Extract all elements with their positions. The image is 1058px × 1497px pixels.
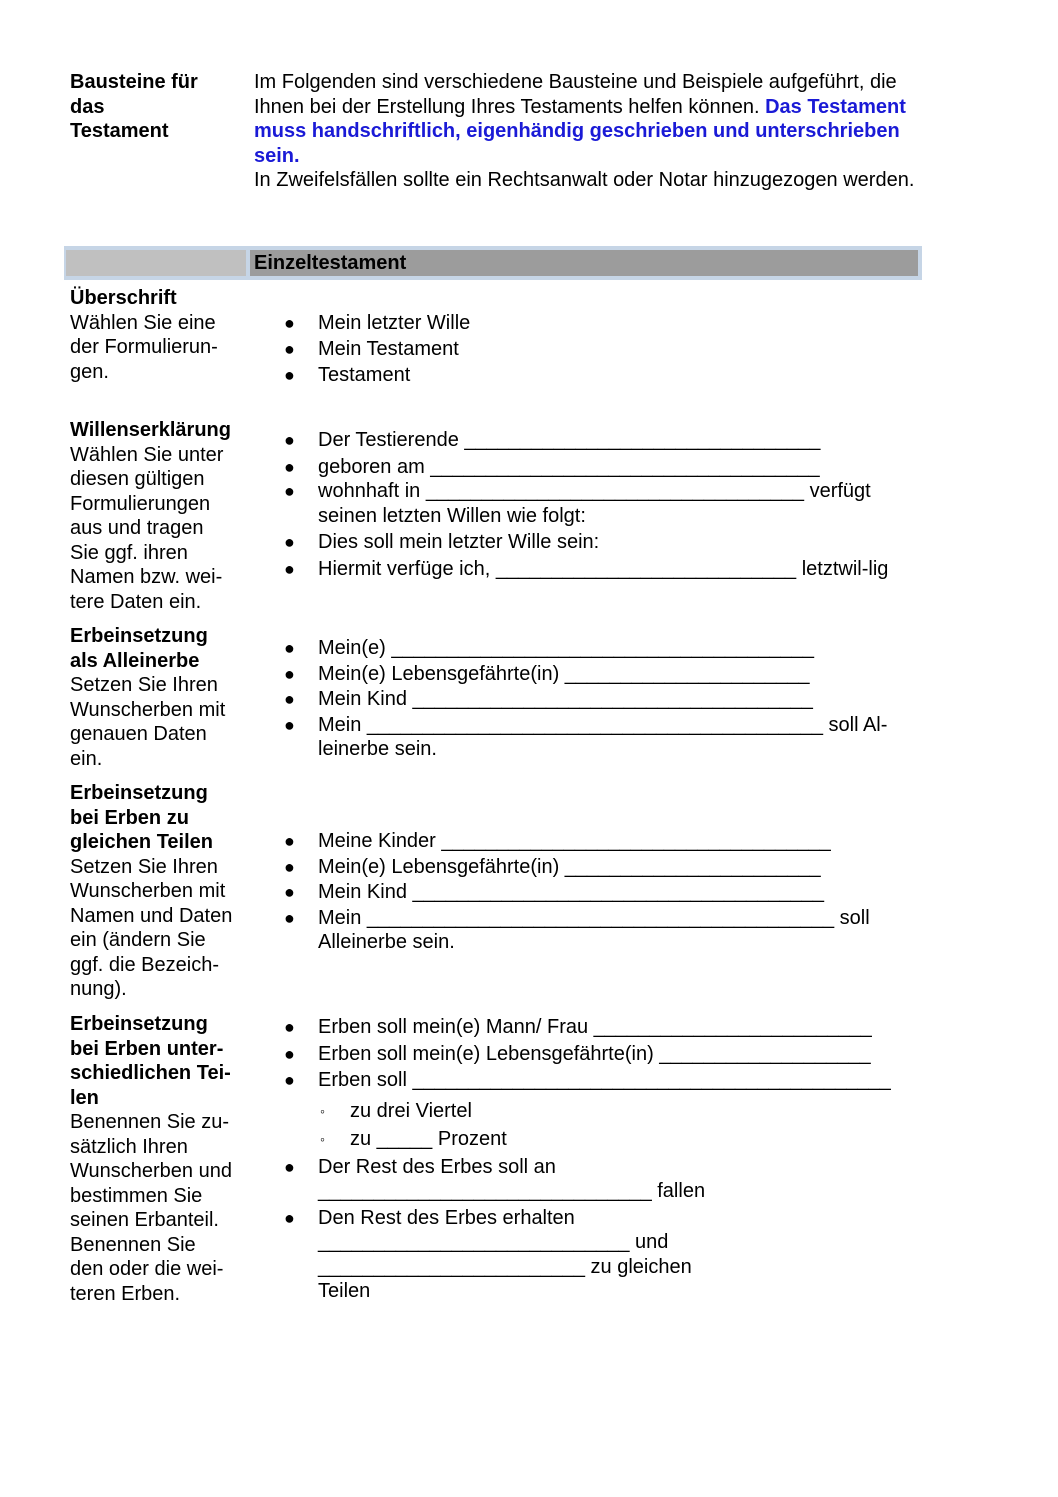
intro-label [70, 70, 248, 144]
section-desc-line: nung). [70, 978, 127, 1000]
section-desc-line: seinen Erbanteil. [70, 1209, 219, 1231]
list-item-text: Mein __________________________________________ soll Alleinerbe sein. [318, 906, 870, 953]
section-desc-line: Benennen Sie [70, 1233, 196, 1256]
intro-label-line: Testament [70, 120, 169, 142]
section-heading: Erbeinsetzung [70, 625, 208, 647]
list-item-text: Der Rest des Erbes soll an ______________________________ fallen [318, 1155, 706, 1202]
bullet-icon: ● [284, 365, 295, 385]
bullet-icon: ● [284, 532, 295, 552]
list-item [254, 336, 924, 362]
section-desc-line: genauen Daten [70, 723, 207, 745]
list-item [254, 1042, 924, 1067]
section-desc-line: ein (ändern Sie [70, 929, 206, 951]
label-ueberschrift [70, 286, 248, 384]
section-desc-line: Wunscherben mit [70, 880, 226, 902]
list-item-text: Erben soll ___________________________________________ [318, 1069, 891, 1091]
section-heading: len [70, 1086, 99, 1109]
list-item [254, 362, 924, 388]
list-item [254, 713, 924, 762]
list-item [254, 687, 924, 712]
circle-bullet-icon: ◦ [320, 1130, 325, 1147]
bullet-icon: ● [284, 1207, 295, 1228]
list-item [254, 455, 924, 480]
section-heading: gleichen Teilen [70, 831, 213, 853]
section-heading: bei Erben zu [70, 806, 189, 829]
section-heading: schiedlichen Tei- [70, 1062, 231, 1084]
bullet-icon: ● [284, 558, 295, 579]
list-item [254, 1155, 924, 1204]
list-item-text: Mein(e) Lebensgefährte(in) _______________________ [318, 855, 821, 878]
bullet-icon: ● [284, 907, 295, 928]
section-desc-line: der Formulierun- [70, 336, 218, 358]
list-gleiche-teile [254, 829, 924, 955]
bullet-icon: ● [284, 1156, 295, 1177]
bullet-icon: ● [284, 313, 295, 333]
list-willenserklaerung [254, 428, 924, 581]
header-left-cell [66, 250, 246, 276]
intro-text-emphasis: Das Testament muss handschriftlich, eigenhändig geschrieben und unterschrieben sein. [254, 95, 906, 167]
section-desc-line: Wunscherben mit [70, 698, 226, 721]
bullet-icon: ● [284, 882, 295, 902]
list-item [254, 310, 924, 336]
circle-bullet-icon: ◦ [320, 1102, 325, 1119]
section-desc-line: teren Erben. [70, 1282, 181, 1305]
list-item [254, 428, 924, 453]
bullet-icon: ● [284, 689, 295, 709]
bullet-icon: ● [284, 1017, 295, 1037]
list-item [254, 855, 924, 880]
section-desc-line: gen. [70, 360, 109, 383]
bullet-icon: ● [284, 856, 295, 877]
intro-label-line: Bausteine für [70, 71, 198, 93]
list-item-text: geboren am ___________________________________ [318, 455, 820, 478]
intro-text-after: In Zweifelsfällen sollte ein Rechtsanwalt oder Notar hinzugezogen werden. [254, 169, 915, 191]
list-item-text: Erben soll mein(e) Mann/ Frau _________________________ [318, 1016, 872, 1038]
section-header-bar [64, 246, 922, 280]
section-desc-line: ein. [70, 747, 103, 770]
bullet-icon: ● [284, 663, 295, 684]
label-alleinerbe [70, 624, 248, 771]
label-unterschiedliche-teile [70, 1012, 248, 1306]
section-desc-line: Setzen Sie Ihren [70, 674, 218, 696]
list-item [254, 479, 924, 528]
section-desc-line: Formulierungen [70, 492, 211, 515]
list-item-text: Der Testierende ________________________________ [318, 429, 821, 451]
list-item-text: Mein(e) Lebensgefährte(in) ______________________ [318, 662, 810, 685]
section-desc-line: diesen gültigen [70, 468, 205, 490]
bullet-icon: ● [284, 1070, 295, 1090]
list-item-text: Meine Kinder ___________________________________ [318, 830, 831, 852]
list-item-text: Dies soll mein letzter Wille sein: [318, 531, 600, 553]
sublist-item-text: zu _____ Prozent [350, 1127, 507, 1150]
list-item-text: Mein Kind _____________________________________ [318, 881, 825, 903]
list-unterschiedliche-teile [254, 1015, 924, 1304]
section-desc-line: Wählen Sie eine [70, 311, 216, 334]
list-item-text: Mein _________________________________________ soll Al-leinerbe sein. [318, 713, 888, 760]
list-ueberschrift [254, 310, 924, 388]
list-item [254, 530, 924, 555]
list-item-text: Erben soll mein(e) Lebensgefährte(in) ___________________ [318, 1042, 871, 1065]
intro-label-line: das [70, 95, 105, 118]
section-desc-line: Sie ggf. ihren [70, 541, 188, 564]
section-desc-line: Wunscherben und [70, 1160, 232, 1182]
bullet-icon: ● [284, 1043, 295, 1064]
sublist [318, 1097, 924, 1153]
bullet-icon: ● [284, 831, 295, 851]
section-desc-line: Namen und Daten [70, 904, 233, 927]
sublist-item-text: zu drei Viertel [350, 1099, 472, 1122]
header-title: Einzeltestament [250, 250, 918, 276]
sublist-item [318, 1097, 924, 1125]
bullet-icon: ● [284, 481, 295, 501]
intro-text [254, 70, 934, 193]
section-desc-line: Setzen Sie Ihren [70, 855, 218, 878]
section-heading: bei Erben unter- [70, 1037, 224, 1060]
section-desc-line: bestimmen Sie [70, 1184, 203, 1207]
label-willenserklaerung [70, 418, 248, 614]
section-desc-line: Benennen Sie zu- [70, 1111, 230, 1133]
section-heading: Willenserklärung [70, 419, 231, 441]
section-desc-line: Namen bzw. wei- [70, 566, 223, 588]
list-alleinerbe [254, 636, 924, 762]
section-desc-line: Wählen Sie unter [70, 443, 224, 466]
label-gleiche-teile [70, 781, 248, 1002]
list-item-text: Hiermit verfüge ich, ___________________________ letztwil-lig [318, 557, 889, 580]
list-item [254, 557, 924, 582]
bullet-icon: ● [284, 339, 295, 359]
section-heading: Erbeinsetzung [70, 782, 208, 804]
list-item [254, 636, 924, 661]
section-desc-line: sätzlich Ihren [70, 1135, 188, 1158]
section-heading: als Alleinerbe [70, 649, 200, 672]
list-item [254, 906, 924, 955]
list-item [254, 662, 924, 687]
list-item [254, 1206, 924, 1304]
section-heading: Überschrift [70, 287, 177, 309]
list-item-text: Mein Kind ____________________________________ [318, 688, 813, 710]
list-item-text: Mein Testament [318, 338, 459, 360]
sublist-item [318, 1125, 924, 1153]
list-item [254, 1015, 924, 1040]
list-item-text: Testament [318, 364, 411, 386]
intro-text-before: Im Folgenden sind verschiedene Bausteine und Beispiele aufgeführt, die Ihnen bei der Erstellung Ihres Testaments helfen können. [254, 71, 897, 118]
list-item [254, 1068, 924, 1153]
section-desc-line: aus und tragen [70, 517, 204, 539]
list-item [254, 880, 924, 905]
bullet-icon: ● [284, 456, 295, 477]
list-item-text: Mein(e) ______________________________________ [318, 637, 815, 659]
bullet-icon: ● [284, 430, 295, 450]
list-item [254, 829, 924, 854]
section-heading: Erbeinsetzung [70, 1013, 208, 1035]
section-desc-line: ggf. die Bezeich- [70, 953, 219, 976]
bullet-icon: ● [284, 714, 295, 735]
list-item-text: wohnhaft in __________________________________ verfügt seinen letzten Willen wie folgt: [318, 480, 871, 527]
section-desc-line: tere Daten ein. [70, 590, 202, 613]
section-desc-line: den oder die wei- [70, 1258, 224, 1280]
bullet-icon: ● [284, 638, 295, 658]
list-item-text: Den Rest des Erbes erhalten ____________________________ und ________________________ zu gleichen Teilen [318, 1206, 692, 1302]
list-item-text: Mein letzter Wille [318, 312, 471, 334]
